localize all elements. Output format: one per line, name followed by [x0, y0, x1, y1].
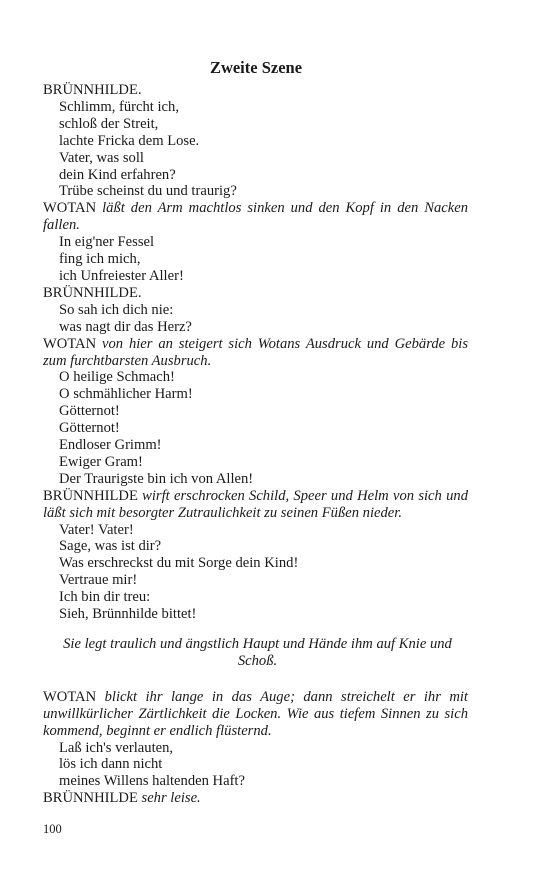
direction-text: von hier an steigert sich Wotans Ausdruck und Gebärde bis zum furchtbarsten Ausbruch. — [43, 335, 469, 369]
verse-line: O schmählicher Harm! — [59, 386, 193, 403]
speaker-name: WOTAN — [43, 200, 97, 217]
verse-line: Sage, was ist dir? — [59, 538, 162, 555]
verse-line: dein Kind erfahren? — [59, 166, 176, 183]
scene-title: Zweite Szene — [209, 58, 303, 77]
verse-line: In eig'ner Fessel — [59, 234, 155, 251]
verse-line: Vater! Vater! — [59, 521, 134, 538]
verse-line: meines Willens haltenden Haft? — [59, 773, 245, 790]
direction-text: blickt ihr lange in das Auge; dann streichelt er ihr mit unwillkürlicher Zärtlichkeit die Locken. Wie aus tiefem Sinnen zu sich kommend, beginnt er endlich flüsternd. — [43, 688, 468, 739]
speaker-name: BRÜNNHILDE. — [43, 284, 142, 301]
verse-line: ich Unfreiester Aller! — [59, 267, 184, 284]
verse-line: Vater, was soll — [59, 149, 144, 166]
verse-line: Was erschreckst du mit Sorge dein Kind! — [59, 555, 299, 572]
direction-text: läßt den Arm machtlos sinken und den Kopf in den Nacken fallen. — [43, 200, 468, 234]
verse-line: lös ich dann nicht — [59, 756, 163, 773]
verse-line: Götternot! — [59, 420, 120, 437]
verse-line: Götternot! — [59, 403, 120, 420]
stage-direction — [43, 488, 468, 522]
verse-line: Endloser Grimm! — [59, 437, 162, 454]
verse-line: Der Traurigste bin ich von Allen! — [59, 470, 254, 487]
verse-line: Schlimm, fürcht ich, — [59, 98, 179, 115]
verse-line: Ewiger Gram! — [59, 453, 143, 470]
speaker-name: BRÜNNHILDE — [43, 487, 138, 504]
centered-stage-direction: Sie legt traulich und ängstlich Haupt und Hände ihm auf Knie und Schoß. — [63, 636, 452, 669]
verse-line: lachte Fricka dem Lose. — [59, 132, 200, 149]
text-body — [43, 82, 468, 807]
stage-direction — [43, 790, 468, 807]
speaker-name: BRÜNNHILDE. — [43, 82, 142, 98]
verse-line: Sieh, Brünnhilde bittet! — [59, 606, 197, 623]
verse-line: schloß der Streit, — [59, 115, 159, 132]
verse-line: Ich bin dir treu: — [59, 589, 151, 606]
direction-text: wirft erschrocken Schild, Speer und Helm von sich und läßt sich mit besorgter Zutraulichkeit zu seinen Füßen nieder. — [43, 487, 468, 521]
verse-line: fing ich mich, — [59, 251, 141, 268]
verse-line: Trübe scheinst du und traurig? — [59, 183, 237, 200]
speaker-name: BRÜNNHILDE — [43, 790, 138, 807]
direction-text: sehr leise. — [141, 790, 201, 807]
speaker-name: WOTAN — [43, 335, 97, 352]
stage-direction — [43, 200, 468, 234]
verse-line: Vertraue mir! — [59, 572, 138, 589]
stage-direction — [43, 336, 468, 370]
verse-line: O heilige Schmach! — [59, 369, 175, 386]
stage-direction — [43, 689, 468, 740]
page-number: 100 — [43, 822, 62, 836]
verse-line: Laß ich's verlauten, — [59, 739, 174, 756]
speaker-name: WOTAN — [43, 688, 97, 705]
verse-line: So sah ich dich nie: — [59, 301, 174, 318]
verse-line: was nagt dir das Herz? — [59, 318, 192, 335]
